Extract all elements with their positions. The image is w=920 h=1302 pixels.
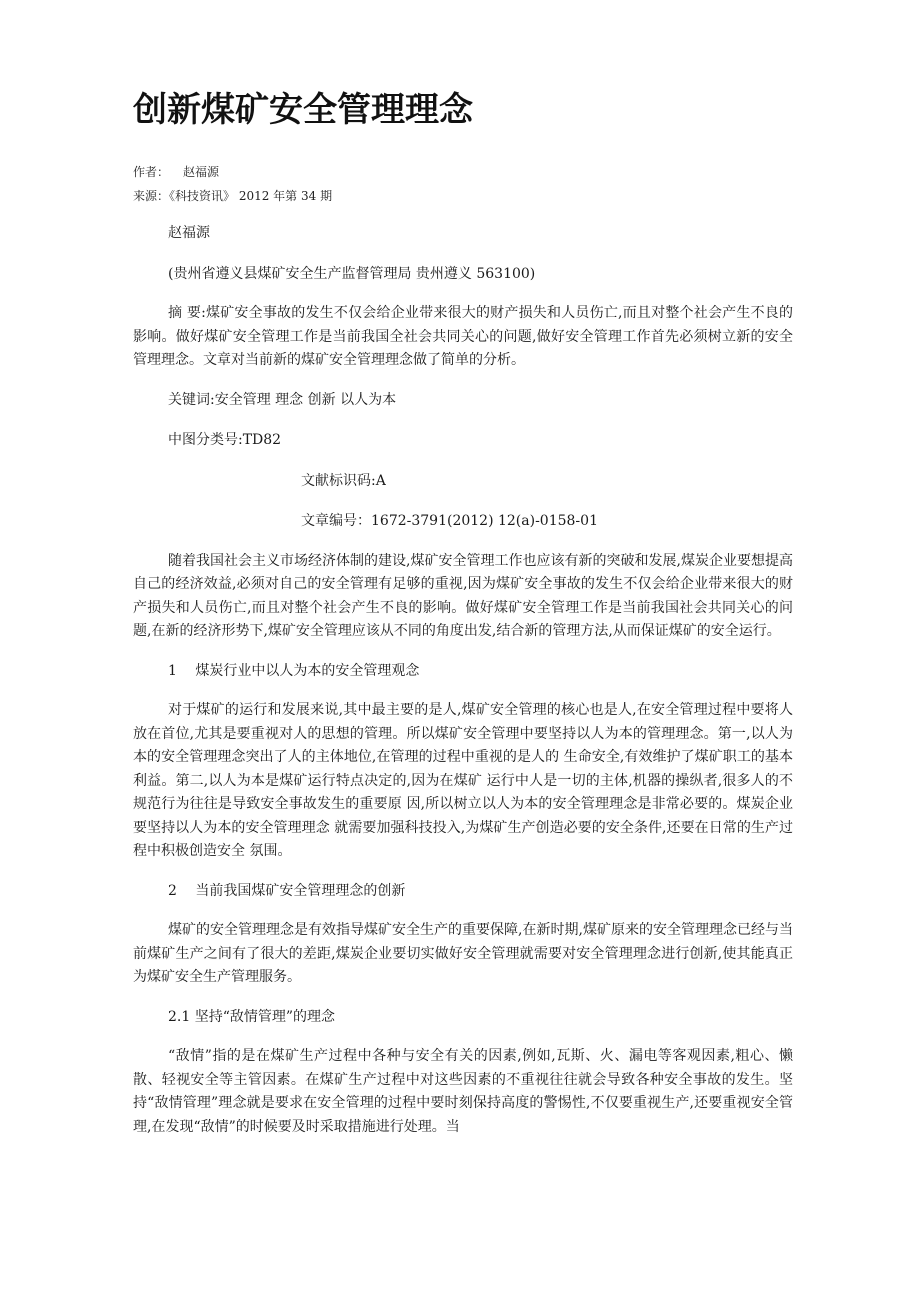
section-2-body: 煤矿的安全管理理念是有效指导煤矿安全生产的重要保障,在新时期,煤矿原来的安全管理理念已经与当前煤矿生产之间有了很大的差距,煤炭企业要切实做好安全管理就需要对安全管理理念进行创新,使其能真正为煤矿安全生产管理服务。 [133, 922, 793, 985]
source-label: 来源： [133, 189, 170, 203]
section-1-heading: 1 煤炭行业中以人为本的安全管理观念 [168, 662, 420, 679]
affiliation: (贵州省遵义县煤矿安全生产监督管理局 贵州遵义 563100) [168, 265, 536, 282]
article-number: 文章编号：1672-3791(2012) 12(a)-0158-01 [301, 513, 598, 529]
section-2-1-body: “敌情”指的是在煤矿生产过程中各种与安全有关的因素,例如,瓦斯、火、漏电等客观因素,粗心、懒散、轻视安全等主管因素。在煤矿生产过程中对这些因素的不重视往往就会导致各种安全事故的发生。坚持“敌情管理”理念就是要求在安全管理的过程中要时刻保持高度的警惕性,不仅要重视生产,还要重视安全管理,在发现“敌情”的时候要及时采取措施进行处理。当 [133, 1048, 793, 1135]
author-label: 作者： [133, 165, 170, 179]
abstract: 摘 要:煤矿安全事故的发生不仅会给企业带来很大的财产损失和人员伤亡,而且对整个社会产生不良的影响。做好煤矿安全管理工作是当前我国全社会共同关心的问题,做好安全管理工作首先必须树立新的安全管理理念。文章对当前新的煤矿安全管理理念做了简单的分析。 [133, 305, 793, 368]
document-page [133, 88, 793, 1139]
section-2-heading: 2 当前我国煤矿安全管理理念的创新 [168, 882, 406, 899]
source-line [133, 184, 793, 208]
source-value: 《科技资讯》 2012 年第 34 期 [169, 189, 333, 203]
author-line [133, 160, 793, 184]
classification-number: 中图分类号:TD82 [168, 432, 282, 448]
page-title: 创新煤矿安全管理理念 [133, 90, 473, 130]
author-name: 赵福源 [183, 165, 220, 179]
section-1-body: 对于煤矿的运行和发展来说,其中最主要的是人,煤矿安全管理的核心也是人,在安全管理过程中要将人放在首位,尤其是要重视对人的思想的管理。所以煤矿安全管理中要坚持以人为本的管理理念。第一,以人为本的安全管理理念突出了人的主体地位,在管理的过程中重视的是人的 生命安全,有效维护了煤矿职工的基本利益。第二,以人为本是煤矿运行特点决定的,因为在煤矿 运行中人是一切的主体,机器的操纵者,很多人的不规范行为往往是导致安全事故发生的重要原 因,所以树立以人为本的安全管理理念是非常必要的。煤炭企业要坚持以人为本的安全管理理念 就需要加强科技投入,为煤矿生产创造必要的安全条件,还要在日常的生产过程中积极创造安全 氛围。 [133, 702, 793, 859]
document-code: 文献标识码:A [301, 472, 386, 489]
section-2-1-heading: 2.1 坚持“敌情管理”的理念 [168, 1008, 336, 1025]
intro-paragraph: 随着我国社会主义市场经济体制的建设,煤矿安全管理工作也应该有新的突破和发展,煤炭企业要想提高自己的经济效益,必须对自己的安全管理有足够的重视,因为煤矿安全事故的发生不仅会给企业带来很大的财产损失和人员伤亡,而且对整个社会产生不良的影响。做好煤矿安全管理工作是当前我国社会共同关心的问题,在新的经济形势下,煤矿安全管理应该从不同的角度出发,结合新的管理方法,从而保证煤矿的安全运行。 [133, 552, 793, 639]
byline: 赵福源 [168, 225, 210, 241]
keywords: 关键词:安全管理 理念 创新 以人为本 [168, 391, 397, 408]
